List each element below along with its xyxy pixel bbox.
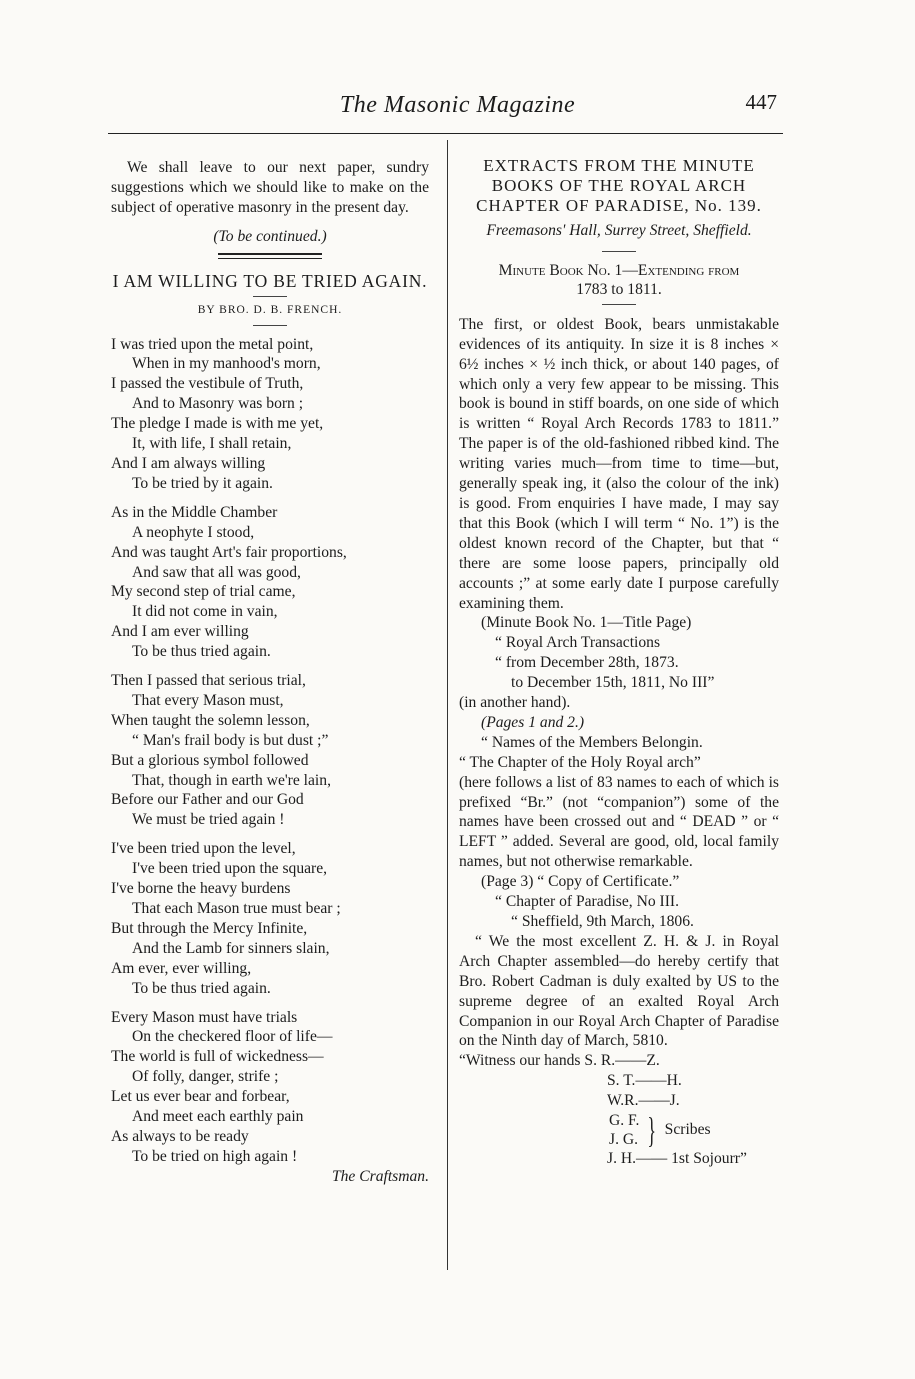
poem-line: To be thus tried again. bbox=[132, 643, 271, 661]
names-paragraph: (here follows a list of 83 names to each of which is prefixed “Br.” (not “companion”) some of the names have been crossed out and “ DEAD ” or “ LEFT ” added. Several are good, old, local family names, but not otherwise remarkable. bbox=[459, 773, 779, 871]
poem-line: And meet each earthly pain bbox=[132, 1108, 304, 1126]
signature-line: S. T.——H. bbox=[607, 1072, 682, 1090]
poem-line: I've been tried upon the square, bbox=[132, 860, 328, 878]
poem-line: That, though in earth we're lain, bbox=[132, 771, 331, 789]
section-rule bbox=[218, 253, 322, 259]
poem-line: Every Mason must have trials bbox=[111, 1008, 298, 1026]
title-page-note: (in another hand). bbox=[459, 694, 571, 712]
poem-line: As always to be ready bbox=[111, 1127, 249, 1145]
minute-book-heading: Minute Book No. 1—Extending from bbox=[498, 261, 740, 279]
poem-line: It, with life, I shall retain, bbox=[132, 435, 292, 453]
title-page-ref: (Minute Book No. 1—Title Page) bbox=[481, 614, 692, 632]
pages-ref: (Pages 1 and 2.) bbox=[481, 713, 585, 731]
poem-line: A neophyte I stood, bbox=[132, 523, 255, 541]
certificate-line: “ Chapter of Paradise, No III. bbox=[495, 893, 680, 911]
scribe-names bbox=[609, 1111, 639, 1149]
poem-title: I AM WILLING TO BE TRIED AGAIN. bbox=[112, 270, 428, 291]
scribe-name: J. G. bbox=[609, 1131, 639, 1149]
title-page-line: to December 15th, 1811, No III” bbox=[511, 674, 715, 692]
heading-rule bbox=[602, 304, 636, 305]
poem-line: But through the Mercy Infinite, bbox=[111, 919, 308, 937]
title-rule bbox=[253, 296, 287, 297]
poem-line: On the checkered floor of life— bbox=[132, 1028, 333, 1046]
poem-line: I've been tried upon the level, bbox=[111, 840, 296, 858]
page-number: 447 bbox=[745, 90, 777, 114]
poem-line: I've borne the heavy burdens bbox=[111, 880, 291, 898]
certificate-paragraph: “ We the most excellent Z. H. & J. in Royal Arch Chapter assembled—do hereby certify that Bro. Robert Cadman is duly exalted by US to the supreme degree of an exalted Royal Arch Companion in our Royal Arch Chapter of Paradise on the Ninth day of March, 5810. bbox=[459, 932, 779, 1050]
stanza bbox=[111, 839, 429, 998]
poem-line: To be tried by it again. bbox=[132, 474, 273, 492]
article-subtitle: Freemasons' Hall, Surrey Street, Sheffield. bbox=[486, 222, 752, 239]
poem-line: Before our Father and our God bbox=[111, 791, 304, 809]
left-column bbox=[111, 158, 429, 1187]
poem-line: The pledge I made is with me yet, bbox=[111, 415, 324, 433]
intro-paragraph: We shall leave to our next paper, sundry suggestions which we should like to make on the subject of operative masonry in the present day. bbox=[111, 159, 429, 216]
column-divider bbox=[447, 140, 448, 1270]
poem-credit: The Craftsman. bbox=[331, 1167, 429, 1185]
poem-line: And the Lamb for sinners slain, bbox=[132, 939, 330, 957]
scribes-block bbox=[459, 1111, 779, 1149]
poem-line: The world is full of wickedness— bbox=[111, 1048, 324, 1066]
poem-line: As in the Middle Chamber bbox=[111, 503, 278, 521]
scribe-name: G. F. bbox=[609, 1112, 640, 1130]
poem-line: It did not come in vain, bbox=[132, 603, 278, 621]
body-paragraph: The first, or oldest Book, bears unmistakable evidences of its antiquity. In size it is 8 inches × 6½ inches × ½ inch thick, or about 140 pages, of which only a very few appear to be missing. This book is bound in stiff boards, on one side of which is written “ Royal Arch Records 1783 to 1811.” The paper is of the old-fashioned ribbed kind. The writing varies much—from time to time—but, generally speak ing, it (also the colour of the ink) is good. From enquiries I have made, I may say that this Book (which I will term “ No. 1”) is the oldest known record of the Chapter, but that “ there are some loose papers, principally old accounts ;” at some early date I purpose carefully examining them. bbox=[459, 315, 779, 612]
signature-line: W.R.——J. bbox=[607, 1092, 680, 1110]
title-page-line: “ Royal Arch Transactions bbox=[495, 634, 661, 652]
stanza bbox=[111, 503, 429, 662]
poem-line: To be thus tried again. bbox=[132, 979, 271, 997]
poem-line: To be tried on high again ! bbox=[132, 1147, 298, 1165]
article-title-line: BOOKS OF THE ROYAL ARCH bbox=[491, 176, 747, 195]
certificate-line: “ Sheffield, 9th March, 1806. bbox=[511, 913, 694, 930]
poem-line: When taught the solemn lesson, bbox=[111, 711, 310, 729]
poem-line: We must be tried again ! bbox=[132, 811, 285, 829]
right-column bbox=[459, 156, 779, 1169]
poem-line: Am ever, ever willing, bbox=[111, 959, 252, 977]
header-rule bbox=[108, 133, 783, 134]
brace-glyph: } bbox=[647, 1110, 657, 1151]
poem-line: That every Mason must, bbox=[132, 691, 284, 709]
poem-line: Then I passed that serious trial, bbox=[111, 672, 306, 690]
witness-line: “Witness our hands S. R.——Z. bbox=[459, 1052, 660, 1070]
poem-line: Of folly, danger, strife ; bbox=[132, 1068, 279, 1086]
poem-line: But a glorious symbol followed bbox=[111, 751, 309, 769]
poem-line: And I am ever willing bbox=[111, 623, 249, 641]
minute-book-range: 1783 to 1811. bbox=[576, 280, 662, 298]
stanza bbox=[111, 671, 429, 830]
subtitle-rule bbox=[602, 251, 636, 252]
poem-line: And saw that all was good, bbox=[132, 563, 301, 581]
poem-line: I was tried upon the metal point, bbox=[111, 335, 314, 353]
to-be-continued: (To be continued.) bbox=[213, 227, 327, 245]
poem-byline: BY BRO. D. B. FRENCH. bbox=[197, 303, 343, 316]
stanza bbox=[111, 335, 429, 494]
poem-line: When in my manhood's morn, bbox=[132, 355, 321, 373]
running-title: The Masonic Magazine bbox=[339, 92, 576, 118]
names-line: “ The Chapter of the Holy Royal arch” bbox=[459, 753, 701, 771]
poem-line: My second step of trial came, bbox=[111, 583, 296, 601]
poem-line: “ Man's frail body is but dust ;” bbox=[132, 731, 329, 749]
poem-line: And to Masonry was born ; bbox=[132, 395, 304, 413]
title-page-line: “ from December 28th, 1873. bbox=[495, 654, 679, 672]
scribes-label: Scribes bbox=[664, 1121, 711, 1139]
names-line: “ Names of the Members Belongin. bbox=[481, 733, 703, 751]
article-title-line: CHAPTER OF PARADISE, No. 139. bbox=[476, 196, 762, 215]
certificate-ref: (Page 3) “ Copy of Certificate.” bbox=[481, 873, 680, 891]
poem-line: That each Mason true must bear ; bbox=[132, 900, 341, 917]
page-header bbox=[0, 88, 915, 128]
stanza bbox=[111, 1008, 429, 1167]
poem-line: And I am always willing bbox=[111, 454, 266, 472]
signature-line: J. H.—— 1st Sojourr” bbox=[607, 1150, 747, 1168]
poem-line: And was taught Art's fair proportions, bbox=[111, 543, 347, 561]
article-title-line: EXTRACTS FROM THE MINUTE bbox=[483, 156, 755, 175]
poem-line: Let us ever bear and forbear, bbox=[111, 1088, 290, 1106]
poem-line: I passed the vestibule of Truth, bbox=[111, 375, 304, 393]
byline-rule bbox=[253, 325, 287, 326]
